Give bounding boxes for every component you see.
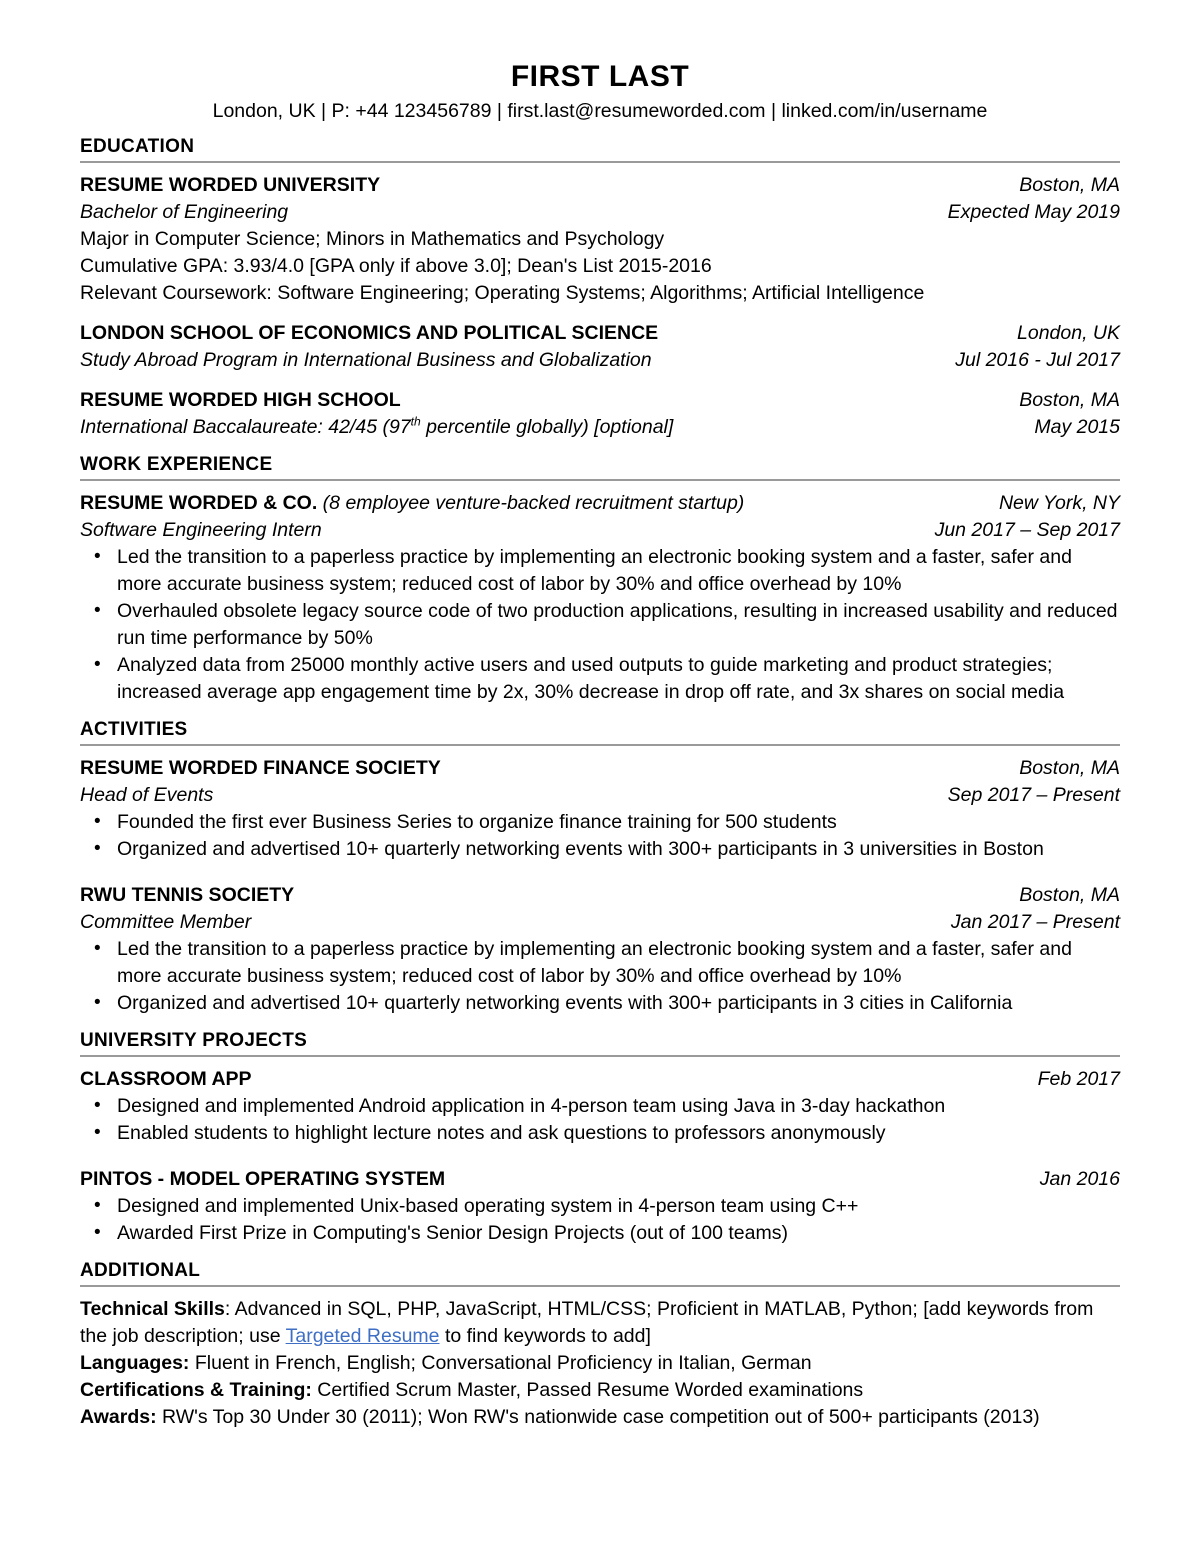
job-title: Software Engineering Intern [80,519,322,541]
entry-header-row [80,1166,1120,1193]
targeted-resume-link[interactable]: Targeted Resume [285,1325,440,1347]
role-title: Head of Events [80,784,214,806]
additional-certifications [80,1377,1120,1404]
degree-title: Bachelor of Engineering [80,201,289,223]
qualification-title [80,414,673,441]
date-range: Sep 2017 – Present [947,784,1120,806]
entry-header-row [80,172,1120,199]
work-entry-resume-worded-co [80,490,1120,706]
organization-name [80,490,744,517]
additional-languages [80,1350,1120,1377]
education-detail-line: Major in Computer Science; Minors in Mathematics and Psychology [80,228,665,250]
education-detail-line: Cumulative GPA: 3.93/4.0 [GPA only if above 3.0]; Dean's List 2015-2016 [80,255,712,277]
bullet-item: • Led the transition to a paperless practice by implementing an electronic booking system and a faster, safer and more accurate business system; reduced cost of labor by 30% and office overhead by 10% [80,544,1120,598]
additional-awards [80,1404,1120,1431]
organization-name: RESUME WORDED UNIVERSITY [80,174,381,196]
entry-subheader-row [80,347,1120,374]
date-range: Jan 2017 – Present [950,911,1120,933]
organization-name: RESUME WORDED HIGH SCHOOL [80,389,401,411]
project-date: Jan 2016 [1039,1168,1120,1190]
location: New York, NY [998,492,1120,514]
bullet-item: • Designed and implemented Unix-based operating system in 4-person team using C++ [80,1193,1120,1220]
spacer [80,865,1120,882]
location: Boston, MA [1019,174,1120,196]
activity-entry-tennis-society [80,882,1120,1017]
entry-header-row [80,755,1120,782]
section-heading-university-projects: UNIVERSITY PROJECTS [80,1030,1120,1057]
entry-subheader-row [80,414,1120,441]
section-heading-work-experience: WORK EXPERIENCE [80,454,1120,481]
spacer [80,1149,1120,1166]
technical-skills-label: Technical Skills [80,1298,225,1320]
project-entry-classroom-app [80,1066,1120,1147]
location: Boston, MA [1019,389,1120,411]
spacer [80,309,1120,320]
awards-label: Awards: [80,1406,157,1428]
certifications-label: Certifications & Training: [80,1379,312,1401]
program-title: Study Abroad Program in International Business and Globalization [80,349,652,371]
entry-subheader-row [80,909,1120,936]
qualification-suffix: percentile globally) [optional] [420,416,674,438]
section-heading-education: EDUCATION [80,136,1120,163]
entry-header-row [80,1066,1120,1093]
bullet-list [80,809,1120,863]
project-name: PINTOS - MODEL OPERATING SYSTEM [80,1168,446,1190]
languages-label: Languages: [80,1352,190,1374]
entry-subheader-row [80,782,1120,809]
bullet-item: • Led the transition to a paperless practice by implementing an electronic booking system and a faster, safer and more accurate business system; reduced cost of labor by 30% and office overhead by 10% [80,936,1120,990]
entry-subheader-row [80,199,1120,226]
bullet-item: • Overhauled obsolete legacy source code of two production applications, resulting in increased usability and reduced run time performance by 50% [80,598,1120,652]
bullet-item: • Enabled students to highlight lecture notes and ask questions to professors anonymously [80,1120,1120,1147]
bullet-item: • Analyzed data from 25000 monthly active users and used outputs to guide marketing and product strategies; increased average app engagement time by 2x, 30% decrease in drop off rate, and 3x shares on social media [80,652,1120,706]
bullet-item: • Organized and advertised 10+ quarterly networking events with 300+ participants in 3 universities in Boston [80,836,1120,863]
entry-header-row [80,490,1120,517]
project-name: CLASSROOM APP [80,1068,252,1090]
bullet-item: • Designed and implemented Android application in 4-person team using Java in 3-day hackathon [80,1093,1120,1120]
entry-header-row [80,387,1120,414]
organization-name: LONDON SCHOOL OF ECONOMICS AND POLITICAL SCIENCE [80,322,659,344]
activity-entry-finance-society [80,755,1120,863]
ordinal-suffix: th [410,414,421,429]
education-detail-line: Relevant Coursework: Software Engineering; Operating Systems; Algorithms; Artificial Intelligence [80,282,925,304]
certifications-value: Certified Scrum Master, Passed Resume Worded examinations [311,1379,864,1401]
section-heading-additional: ADDITIONAL [80,1260,1120,1287]
bullet-list [80,544,1120,706]
bullet-item: • Founded the first ever Business Series to organize finance training for 500 students [80,809,1120,836]
bullet-list [80,936,1120,1017]
organization-name: RESUME WORDED FINANCE SOCIETY [80,757,441,779]
bullet-list [80,1093,1120,1147]
spacer [80,376,1120,387]
role-title: Committee Member [80,911,252,933]
technical-skills-text-before-link: : Advanced in SQL, PHP, JavaScript, HTML/CSS; Proficient in MATLAB, Python; [add keywords from the job description; use [80,1298,1094,1347]
contact-line: London, UK | P: +44 123456789 | first.last@resumeworded.com | linked.com/in/username [212,100,988,122]
location: London, UK [1017,322,1120,344]
qualification-prefix: International Baccalaureate: 42/45 (97 [80,416,411,438]
organization-name: RWU TENNIS SOCIETY [80,884,295,906]
education-entry-resume-worded-university [80,172,1120,307]
education-entry-lse [80,320,1120,374]
project-entry-pintos [80,1166,1120,1247]
bullet-item: • Organized and advertised 10+ quarterly networking events with 300+ participants in 3 cities in California [80,990,1120,1017]
bullet-list [80,1193,1120,1247]
entry-header-row [80,320,1120,347]
date-range: May 2015 [1034,416,1120,438]
date-range: Jul 2016 - Jul 2017 [955,349,1120,371]
education-entry-high-school [80,387,1120,441]
project-date: Feb 2017 [1037,1068,1120,1090]
additional-technical-skills [80,1296,1120,1350]
date-range: Expected May 2019 [947,201,1120,223]
bullet-item: • Awarded First Prize in Computing's Senior Design Projects (out of 100 teams) [80,1220,1120,1247]
entry-header-row [80,882,1120,909]
languages-value: Fluent in French, English; Conversational Proficiency in Italian, German [189,1352,812,1374]
section-heading-activities: ACTIVITIES [80,719,1120,746]
date-range: Jun 2017 – Sep 2017 [934,519,1120,541]
location: Boston, MA [1019,757,1120,779]
candidate-name: FIRST LAST [510,60,690,93]
organization-name-bold: RESUME WORDED & CO. [80,492,318,514]
entry-subheader-row [80,517,1120,544]
location: Boston, MA [1019,884,1120,906]
technical-skills-text-after-link: to find keywords to add] [439,1325,651,1347]
awards-value: RW's Top 30 Under 30 (2011); Won RW's nationwide case competition out of 500+ participants (2013) [156,1406,1040,1428]
organization-note: (8 employee venture-backed recruitment startup) [317,492,745,514]
